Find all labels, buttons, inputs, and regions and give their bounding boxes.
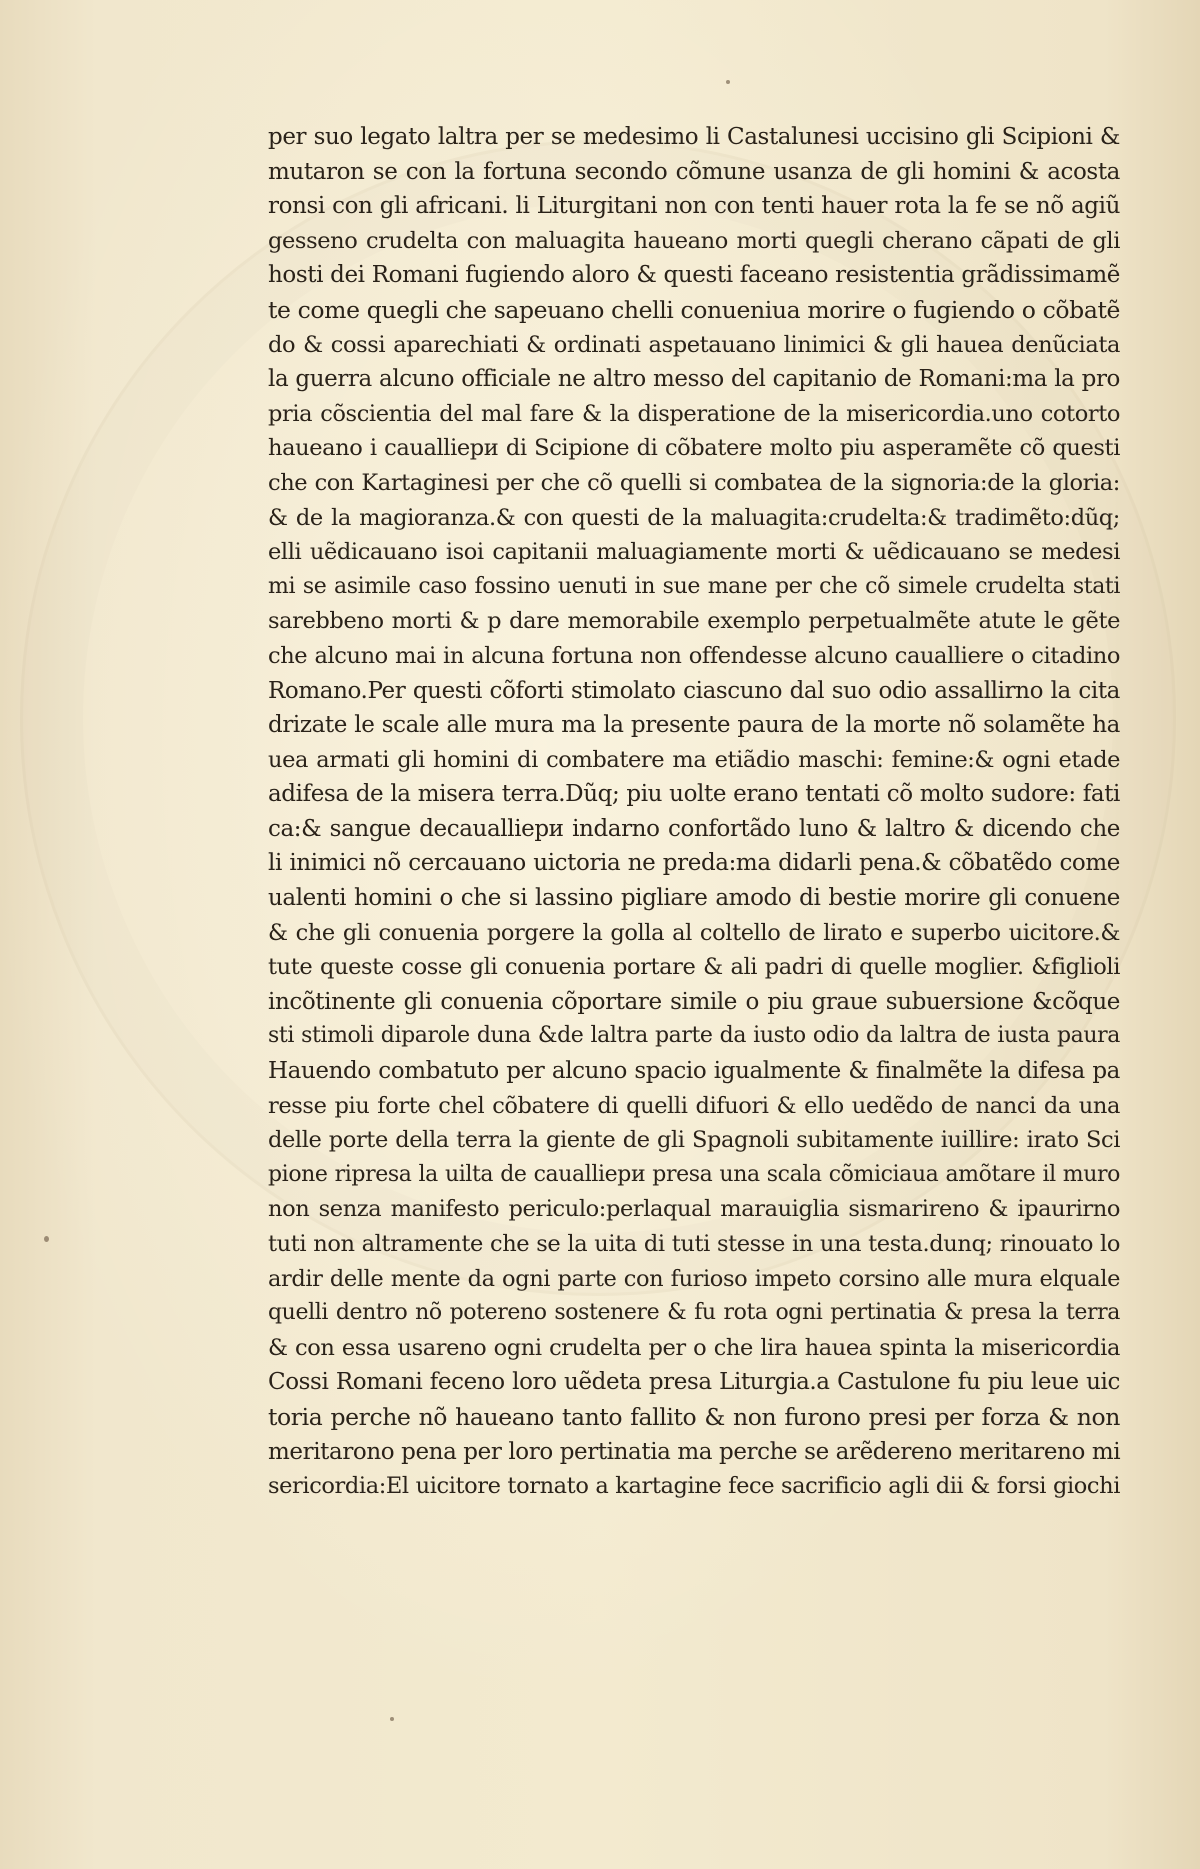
text-line: ca:& sangue decaualliери indarno confortãdo luno & laltro & dicendo che <box>268 815 1120 842</box>
text-line: ardir delle mente da ogni parte con furioso impeto corsino alle mura elquale <box>268 1265 1120 1292</box>
text-line: drizate le scale alle mura ma la presente paura de la morte nõ solamẽte ha <box>268 712 1120 739</box>
text-line: tute queste cosse gli conuenia portare & ali padri di quelle moglier. &figlioli <box>268 954 1120 981</box>
text-line: haueano i caualliери di Scipione di cõbatere molto piu asperamẽte cõ questi <box>268 435 1120 462</box>
text-column <box>268 120 1120 1504</box>
text-line: ualenti homini o che si lassino pigliare amodo di bestie morire gli conuene <box>268 885 1120 912</box>
ink-speck <box>44 1236 49 1242</box>
text-line: & con essa usareno ogni crudelta per o che lira hauea spinta la misericordia <box>268 1334 1120 1361</box>
text-line: elli uẽdicauano isoi capitanii maluagiamente morti & uẽdicauano se medesi <box>268 539 1120 566</box>
text-line: pria cõscientia del mal fare & la disperatione de la misericordia.uno cotorto <box>268 400 1120 427</box>
text-line: hosti dei Romani fugiendo aloro & questi faceano resistentia grãdissimamẽ <box>268 262 1120 289</box>
text-line: per suo legato laltra per se medesimo li Castalunesi uccisino gli Scipioni & <box>268 124 1120 150</box>
text-line: adifesa de la misera terra.Dũq; piu uolte erano tentati cõ molto sudore: fati <box>268 781 1120 808</box>
text-line: li inimici nõ cercauano uictoria ne preda:ma didarli pena.& cõbatẽdo come <box>268 850 1120 877</box>
text-line: do & cossi aparechiati & ordinati aspetauano linimici & gli hauea denũciata <box>268 331 1120 358</box>
text-line: resse piu forte chel cõbatere di quelli difuori & ello uedẽdo de nanci da una <box>268 1092 1120 1119</box>
text-line: mutaron se con la fortuna secondo cõmune usanza de gli homini & acosta <box>268 158 1120 185</box>
text-line: che con Kartaginesi per che cõ quelli si combatea de la signoria:de la gloria: <box>268 469 1120 496</box>
text-line: incõtinente gli conuenia cõportare simile o piu graue subuersione &cõque <box>268 988 1120 1015</box>
text-line: te come quegli che sapeuano chelli conueniua morire o fugiendo o cõbatẽ <box>268 295 1120 324</box>
text-line: quelli dentro nõ potereno sostenere & fu rota ogni pertinatia & presa la terra <box>268 1300 1120 1326</box>
ink-speck <box>390 1717 394 1721</box>
ink-speck <box>726 80 730 84</box>
text-line: tuti non altramente che se la uita di tuti stesse in una testa.dunq; rinouato lo <box>268 1231 1120 1257</box>
text-line: sericordia:El uicitore tornato a kartagine fece sacrificio agli dii & forsi giochi <box>268 1473 1120 1500</box>
text-line: che alcuno mai in alcuna fortuna non offendesse alcuno caualliere o citadino <box>268 642 1120 669</box>
text-line: meritarono pena per loro pertinatia ma perche se arẽdereno meritareno mi <box>268 1438 1121 1465</box>
text-line: gesseno crudelta con maluagita haueano morti quegli cherano cãpati de gli <box>268 227 1120 254</box>
text-line: & de la magioranza.& con questi de la maluagita:crudelta:& tradimẽto:dũq; <box>268 504 1120 531</box>
text-line: & che gli conuenia porgere la golla al coltello de lirato e superbo uicitore.& <box>268 919 1120 946</box>
text-line: toria perche nõ haueano tanto fallito & non furono presi per forza & non <box>268 1402 1120 1431</box>
text-line: pione ripresa la uilta de caualliери presa una scala cõmiciaua amõtare il muro <box>268 1161 1120 1187</box>
text-line: Hauendo combatuto per alcuno spacio igualmente & finalmẽte la difesa pa <box>268 1058 1120 1085</box>
text-line: sarebbeno morti & p dare memorabile exemplo perpetualmẽte atute le gẽte <box>268 608 1120 635</box>
text-line: Cossi Romani feceno loro uẽdeta presa Liturgia.a Castulone fu piu leue uic <box>268 1369 1120 1396</box>
text-line: delle porte della terra la giente de gli Spagnoli subitamente iuillire: irato Sci <box>268 1127 1120 1154</box>
text-line: non senza manifesto periculo:perlaqual marauiglia sismarireno & ipaurirno <box>268 1196 1120 1223</box>
text-line: Romano.Per questi cõforti stimolato ciascuno dal suo odio assallirno la cita <box>268 677 1120 704</box>
text-line: ronsi con gli africani. li Liturgitani non con tenti hauer rota la fe se nõ agiũ <box>268 193 1120 220</box>
text-line: sti stimoli diparole duna &de laltra parte da iusto odio da laltra de iusta paura <box>268 1023 1120 1049</box>
text-line: mi se asimile caso fossino uenuti in sue mane per che cõ simele crudelta stati <box>268 573 1120 599</box>
text-line: la guerra alcuno officiale ne altro messo del capitanio de Romani:ma la pro <box>268 366 1120 393</box>
text-line: uea armati gli homini di combatere ma etiãdio maschi: femine:& ogni etade <box>268 746 1120 773</box>
